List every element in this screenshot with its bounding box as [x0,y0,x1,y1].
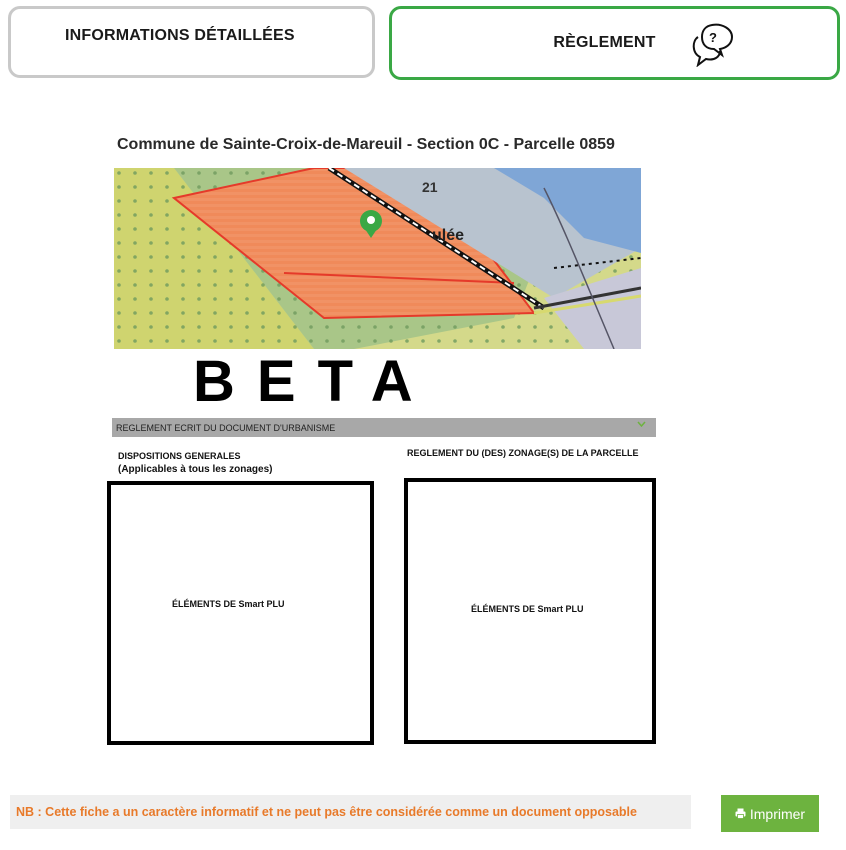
tab-informations-detaillees[interactable] [8,6,375,78]
svg-text:?: ? [709,30,717,45]
parcel-title: Commune de Sainte-Croix-de-Mareuil - Section 0C - Parcelle 0859 [117,136,615,153]
printer-icon [735,808,746,819]
print-button[interactable] [721,795,819,832]
reglement-zonage-content: ÉLÉMENTS DE Smart PLU [471,604,584,614]
dispositions-generales-box [107,481,374,745]
map-label-place: ulée [432,227,465,244]
reglement-zonage-box [404,478,656,744]
dispositions-generales-subtitle: (Applicables à tous les zonages) [118,464,273,475]
reglement-zonage-title: REGLEMENT DU (DES) ZONAGE(S) DE LA PARCELLE [407,448,639,458]
tab-reglement-label: RÈGLEMENT [553,34,656,51]
help-chat-icon [692,19,738,67]
section-reglement-ecrit[interactable] [112,418,656,437]
map-label-number: 21 [422,179,438,195]
print-button-label: Imprimer [749,805,806,822]
disclaimer-note [10,795,691,829]
tab-informations-label: INFORMATIONS DÉTAILLÉES [65,27,295,44]
dispositions-generales-content: ÉLÉMENTS DE Smart PLU [172,599,285,609]
section-title: REGLEMENT ECRIT DU DOCUMENT D'URBANISME [116,422,336,433]
dispositions-generales-title: DISPOSITIONS GENERALES [118,451,241,461]
disclaimer-text: NB : Cette fiche a un caractère informatif et ne peut pas être considérée comme un document opposable [16,805,637,819]
beta-watermark: BETA [193,349,435,414]
parcel-map[interactable] [114,168,641,349]
tab-reglement[interactable] [389,6,840,80]
chevron-down-icon[interactable] [637,421,646,427]
